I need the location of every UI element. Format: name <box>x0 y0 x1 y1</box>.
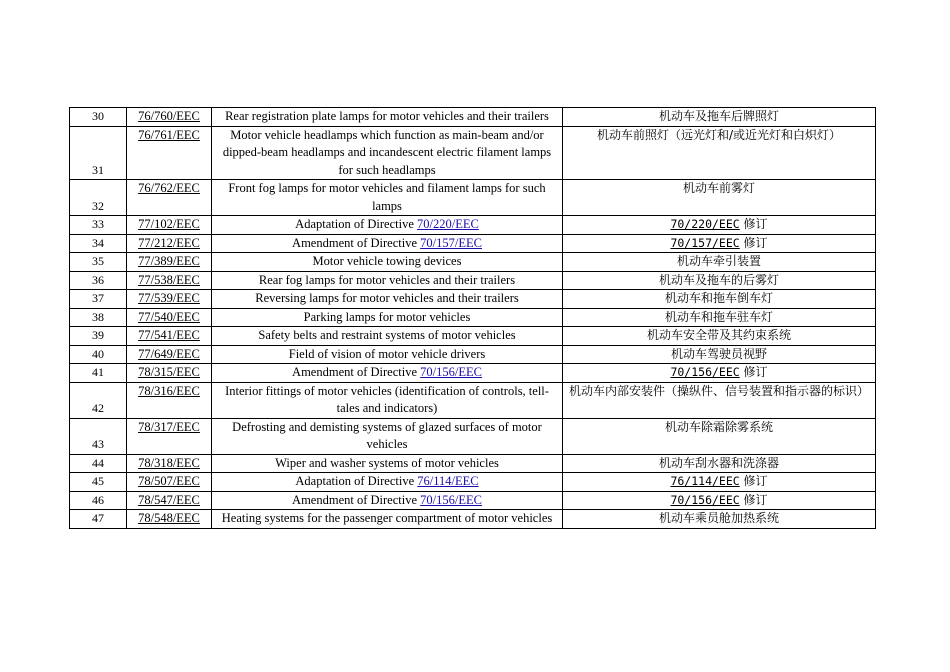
chinese-directive-ref: 70/220/EEC <box>670 217 740 231</box>
directive-code-cell <box>127 253 212 272</box>
directive-code-cell <box>127 180 212 216</box>
english-title-prefix: Amendment of Directive <box>292 492 421 507</box>
directive-code-cell <box>127 345 212 364</box>
chinese-directive-ref: 76/114/EEC <box>670 474 740 488</box>
table-row <box>70 308 876 327</box>
row-number: 31 <box>70 126 127 180</box>
directive-code-cell <box>127 364 212 383</box>
table-row <box>70 327 876 346</box>
directive-code-link[interactable]: 78/318/EEC <box>138 455 200 470</box>
row-number: 35 <box>70 253 127 272</box>
directive-code-cell <box>127 418 212 454</box>
directive-code-link[interactable]: 77/538/EEC <box>138 272 200 287</box>
chinese-title-cell: 机动车驾驶员视野 <box>563 345 876 364</box>
english-title-prefix: Adaptation of Directive <box>295 217 418 231</box>
row-number: 46 <box>70 491 127 510</box>
chinese-amendment-label: 修订 <box>739 235 768 250</box>
row-number: 37 <box>70 290 127 309</box>
chinese-title-cell: 机动车刮水器和洗涤器 <box>563 454 876 473</box>
directive-code-link[interactable]: 76/762/EEC <box>138 181 200 195</box>
directive-code-link[interactable]: 77/389/EEC <box>138 254 200 268</box>
chinese-amendment-label: 修订 <box>739 492 768 507</box>
table-row <box>70 180 876 216</box>
english-title-cell: Front fog lamps for motor vehicles and filament lamps for such lamps <box>212 180 563 216</box>
directive-code-link[interactable]: 77/212/EEC <box>138 235 200 250</box>
row-number: 47 <box>70 510 127 529</box>
directive-code-link[interactable]: 77/649/EEC <box>138 346 200 361</box>
chinese-title-cell: 机动车和拖车驻车灯 <box>563 308 876 327</box>
english-title-cell: Motor vehicle towing devices <box>212 253 563 272</box>
table-row <box>70 271 876 290</box>
table-row <box>70 253 876 272</box>
english-title-cell: Heating systems for the passenger compartment of motor vehicles <box>212 510 563 529</box>
directive-code-link[interactable]: 78/507/EEC <box>138 474 200 488</box>
english-title-cell <box>212 491 563 510</box>
table-row <box>70 510 876 529</box>
chinese-title-cell: 机动车牵引装置 <box>563 253 876 272</box>
english-title-prefix: Amendment of Directive <box>292 235 421 250</box>
referenced-directive-link[interactable]: 70/156/EEC <box>420 365 482 379</box>
directive-code-link[interactable]: 78/548/EEC <box>138 511 200 525</box>
directive-code-cell <box>127 216 212 235</box>
chinese-amendment-label: 修订 <box>739 365 768 379</box>
chinese-amendment-label: 修订 <box>739 217 768 231</box>
row-number: 38 <box>70 308 127 327</box>
english-title-cell: Parking lamps for motor vehicles <box>212 308 563 327</box>
table-row <box>70 382 876 418</box>
row-number: 39 <box>70 327 127 346</box>
directives-table <box>69 107 876 529</box>
table-row <box>70 234 876 253</box>
row-number: 42 <box>70 382 127 418</box>
row-number: 45 <box>70 473 127 492</box>
referenced-directive-link[interactable]: 76/114/EEC <box>417 474 479 488</box>
referenced-directive-link[interactable]: 70/157/EEC <box>420 235 482 250</box>
directive-code-cell <box>127 126 212 180</box>
row-number: 34 <box>70 234 127 253</box>
directive-code-cell <box>127 491 212 510</box>
row-number: 40 <box>70 345 127 364</box>
directive-code-cell <box>127 473 212 492</box>
directive-code-link[interactable]: 77/540/EEC <box>138 309 200 324</box>
english-title-cell <box>212 473 563 492</box>
directive-code-link[interactable]: 76/760/EEC <box>138 109 200 123</box>
chinese-title-cell <box>563 216 876 235</box>
english-title-cell: Defrosting and demisting systems of glazed surfaces of motor vehicles <box>212 418 563 454</box>
row-number: 43 <box>70 418 127 454</box>
english-title-prefix: Adaptation of Directive <box>295 474 418 488</box>
directive-code-cell <box>127 234 212 253</box>
chinese-directive-ref: 70/156/EEC <box>670 492 740 507</box>
table-row <box>70 491 876 510</box>
english-title-cell: Wiper and washer systems of motor vehicles <box>212 454 563 473</box>
directive-code-link[interactable]: 76/761/EEC <box>138 127 200 142</box>
english-title-prefix: Amendment of Directive <box>292 365 421 379</box>
directive-code-link[interactable]: 78/315/EEC <box>138 365 200 379</box>
chinese-title-cell: 机动车及拖车的后雾灯 <box>563 271 876 290</box>
english-title-cell: Rear fog lamps for motor vehicles and their trailers <box>212 271 563 290</box>
english-title-cell: Safety belts and restraint systems of motor vehicles <box>212 327 563 346</box>
row-number: 32 <box>70 180 127 216</box>
chinese-title-cell <box>563 473 876 492</box>
referenced-directive-link[interactable]: 70/156/EEC <box>420 492 482 507</box>
row-number: 30 <box>70 108 127 127</box>
chinese-title-cell: 机动车乘员舱加热系统 <box>563 510 876 529</box>
english-title-cell: Field of vision of motor vehicle drivers <box>212 345 563 364</box>
directive-code-cell <box>127 454 212 473</box>
chinese-title-cell: 机动车前照灯（远光灯和/或近光灯和白炽灯） <box>563 126 876 180</box>
table-row <box>70 418 876 454</box>
directive-code-link[interactable]: 78/547/EEC <box>138 492 200 507</box>
row-number: 44 <box>70 454 127 473</box>
directive-code-link[interactable]: 77/539/EEC <box>138 291 200 305</box>
directive-code-link[interactable]: 78/317/EEC <box>138 419 200 434</box>
table-row <box>70 216 876 235</box>
directive-code-cell <box>127 327 212 346</box>
english-title-cell <box>212 364 563 383</box>
chinese-title-cell <box>563 491 876 510</box>
chinese-title-cell: 机动车安全带及其约束系统 <box>563 327 876 346</box>
row-number: 33 <box>70 216 127 235</box>
table-row <box>70 108 876 127</box>
table-row <box>70 473 876 492</box>
directive-code-cell <box>127 308 212 327</box>
chinese-directive-ref: 70/156/EEC <box>670 365 740 379</box>
chinese-amendment-label: 修订 <box>739 474 768 488</box>
directive-code-link[interactable]: 77/102/EEC <box>138 217 200 231</box>
row-number: 41 <box>70 364 127 383</box>
table-row <box>70 345 876 364</box>
chinese-title-cell: 机动车除霜除雾系统 <box>563 418 876 454</box>
chinese-directive-ref: 70/157/EEC <box>670 235 740 250</box>
table-row <box>70 126 876 180</box>
directive-code-cell <box>127 290 212 309</box>
row-number: 36 <box>70 271 127 290</box>
english-title-cell <box>212 216 563 235</box>
table-body <box>70 108 876 529</box>
chinese-title-cell: 机动车和拖车倒车灯 <box>563 290 876 309</box>
english-title-cell: Interior fittings of motor vehicles (identification of controls, tell-tales and indicators) <box>212 382 563 418</box>
directive-code-link[interactable]: 78/316/EEC <box>138 383 200 398</box>
chinese-title-cell: 机动车内部安装件（操纵件、信号装置和指示器的标识） <box>563 382 876 418</box>
english-title-cell: Rear registration plate lamps for motor vehicles and their trailers <box>212 108 563 127</box>
directive-code-cell <box>127 382 212 418</box>
chinese-title-cell: 机动车及拖车后牌照灯 <box>563 108 876 127</box>
directive-code-cell <box>127 510 212 529</box>
table-row <box>70 290 876 309</box>
chinese-title-cell <box>563 364 876 383</box>
referenced-directive-link[interactable]: 70/220/EEC <box>417 217 479 231</box>
chinese-title-cell: 机动车前雾灯 <box>563 180 876 216</box>
table-row <box>70 364 876 383</box>
chinese-title-cell <box>563 234 876 253</box>
english-title-cell: Reversing lamps for motor vehicles and their trailers <box>212 290 563 309</box>
directive-code-cell <box>127 108 212 127</box>
directive-code-cell <box>127 271 212 290</box>
english-title-cell: Motor vehicle headlamps which function as main-beam and/or dipped-beam headlamps and incandescent electric filament lamps for such headlamps <box>212 126 563 180</box>
directive-code-link[interactable]: 77/541/EEC <box>138 328 200 342</box>
table-row <box>70 454 876 473</box>
english-title-cell <box>212 234 563 253</box>
